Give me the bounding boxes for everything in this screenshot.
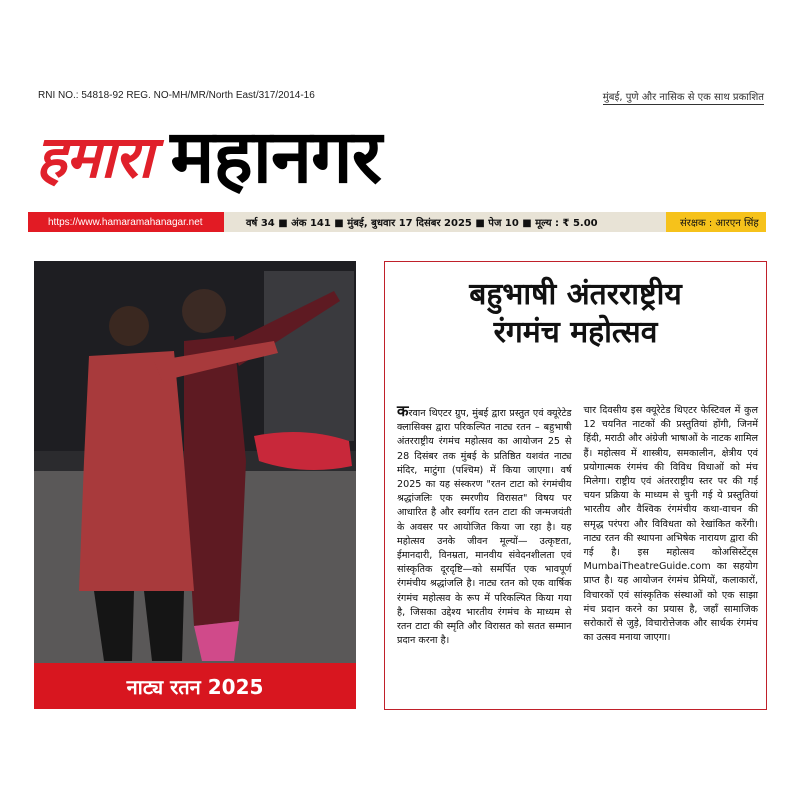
masthead-black-word: महानगर (170, 114, 381, 200)
performers-illustration (34, 261, 356, 709)
article-column-2: चार दिवसीय इस क्यूरेटेड थिएटर फेस्टिवल में कुल 12 चयनित नाटकों की प्रस्तुतियां होंगी, जिनमें हिंदी, मराठी और अंग्रेजी भाषाओं के नाटक शामिल हैं। महोत्सव में शास्त्रीय, समकालीन, क्षेत्रीय एवं प्रयोगात्मक रंगमंच की विविध विधाओं को मंच मिलेगा। राष्ट्रीय एवं अंतरराष्ट्रीय स्तर पर की गई चयन प्रक्रिया के माध्यम से चुनी गई ये प्रस्तुतियां भारतीय और वैश्विक रंगमंचीय कथा-वाचन की समृद्ध परंपरा और विविधता को रेखांकित करेंगी। नाट्य रतन की स्थापना अभिषेक नारायण द्वारा की गई है। इस महोत्सव कोअसिस्टेंट्स MumbaiTheatreGuide.com का सहयोग प्राप्त है। यह आयोजन रंगमंच प्रेमियों, कलाकारों, विचारकों एवं सांस्कृतिक संस्थाओं को एक साझा मंच प्रदान करने का प्रयास है, जहाँ सामाजिक सरोकारों से जुड़े, विचारोत्तेजक और सार्थक रंगमंच का उत्सव मनाया जाएगा। (583, 405, 758, 644)
masthead-red-word: हमारा (36, 123, 153, 191)
article-columns (397, 404, 758, 648)
headline-line-1: बहुभाषी अंतरराष्ट्रीय (469, 277, 682, 312)
photo-caption: नाट्य रतन 2025 (34, 663, 356, 709)
issue-info-bar (28, 212, 766, 232)
rni-number: RNI NO.: 54818-92 REG. NO-MH/MR/North East/317/2014-16 (38, 90, 315, 101)
edition-tagline: मुंबई, पुणे और नासिक से एक साथ प्रकाशित (603, 89, 764, 105)
article-headline (397, 276, 754, 352)
article-box (384, 261, 767, 710)
website-link[interactable]: https://www.hamaramahanagar.net (28, 212, 224, 232)
masthead (36, 104, 764, 210)
article-photo (34, 261, 356, 709)
article-column-1 (397, 404, 572, 648)
issue-details: वर्ष 34 ■ अंक 141 ■ मुंबई, बुधवार 17 दिसंबर 2025 ■ पेज 10 ■ मूल्य : ₹ 5.00 (224, 212, 666, 232)
column-1-text: रवान थिएटर ग्रुप, मुंबई द्वारा प्रस्तुत एवं क्यूरेटेड क्लासिक्स द्वारा परिकल्पित नाट्य रतन – बहुभाषी अंतरराष्ट्रीय रंगमंच महोत्सव का आयोजन 25 से 28 दिसंबर तक मुंबई के प्रतिष्ठित यशवंत नाट्य मंदिर, माटुंगा (पश्चिम) में किया जाएगा। वर्ष 2025 का यह संस्करण "रतन टाटा को रंगमंचीय श्रद्धांजलिः एक स्मरणीय विरासत" विषय पर आधारित है और स्वर्गीय रतन टाटा की जन्मजयंती के अवसर पर आयोजित किया जा रहा है। यह महोत्सव उनके जीवन मूल्यों— उत्कृष्टता, ईमानदारी, विनम्रता, मानवीय संवेदनशीलता एवं सांस्कृतिक दूरदृष्टि—को समर्पित एक भावपूर्ण रंगमंचीय श्रद्धांजलि है। नाट्य रतन को एक वार्षिक रंगमंच महोत्सव के रूप में परिकल्पित किया गया है, जिसका उद्देश्य भारतीय रंगमंच के माध्यम से रतन टाटा की स्मृति और विरासत को सतत सम्मान प्रदान करना है। (397, 408, 572, 647)
drop-cap: क (397, 402, 409, 420)
patron-label: संरक्षक : आरएन सिंह (666, 212, 766, 232)
headline-line-2: रंगमंच महोत्सव (493, 315, 658, 350)
